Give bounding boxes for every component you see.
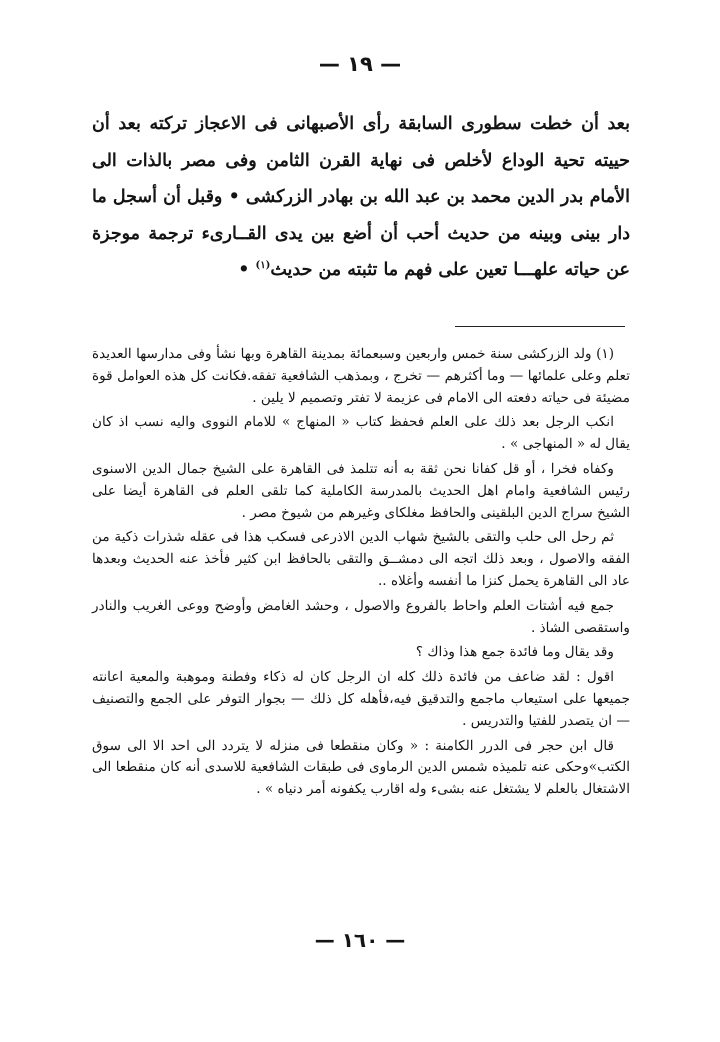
- footnote-paragraph-6: وقد يقال وما فائدة جمع هذا وذاك ؟: [415, 644, 614, 661]
- page-number-bottom: — ١٦٠ —: [314, 928, 406, 952]
- footnote-paragraph-1: (١) ولد الزركشى سنة خمس واربعين وسبعمائة بمدينة القاهرة وبها نشأ وفى مدارسها العديدة تعلم وعلى علمائها — وما أكثرهم — تخرج ، وبمذهب الشافعية تفقه.فكانت كل هذه العوامل قوة مضيئة فى حياته دفعته الى الامام فى عزيمة لا تفتر وتصميم لا يلين .: [92, 346, 630, 406]
- end-mark: •: [238, 260, 256, 280]
- footnote-paragraph-8: قال ابن حجر فى الدرر الكامنة : « وكان منقطعا فى منزله لا يتردد الى احد الا الى سوق الكتب»وحكى عنه تلميذه شمس الدين الرماوى فى طبقات الشافعية للاسدى أنه كان منقطعا الى الاشتغال بالعلم لا يشتغل عنه بشىء وله اقارب يكفونه أمر دنياه » .: [92, 737, 630, 798]
- main-text: بعد أن خطت سطورى السابقة رأى الأصبهانى فى الاعجاز تركته بعد أن حييته تحية الوداع لأخلص فى نهاية القرن الثامن وفى مصر بالذات الى الأمام بدر الدين محمد بن عبد الله بن بهادر الزركشى • وقبل أن أسجل ما دار بينى وبينه من حديث أحب أن أضع بين يدى القــارىء ترجمة موجزة عن حياته علهـــا تعين على فهم ما تثبته من حديث: [92, 114, 630, 280]
- footnote-paragraph-4: ثم رحل الى حلب والتقى بالشيخ شهاب الدين الاذرعى فسكب هذا فى عقله شذرات ذكية من الفقه والاصول ، وبعد ذلك اتجه الى دمشــق والتقى بالحافظ ابن كثير فأخذ عنه الحديث وبعدها عاد الى القاهرة يحمل كنزا ما أنفسه وأغلاه ..: [92, 529, 630, 589]
- footnote-paragraph-5: جمع فيه أشتات العلم واحاط بالفروع والاصول ، وحشد الغامض وأوضح ووعى الغريب والنادر واستقصى الشاذ .: [92, 597, 630, 636]
- page-number-top: — ١٩ —: [318, 52, 402, 76]
- footnote-divider: [455, 326, 625, 327]
- main-paragraph: [92, 106, 630, 289]
- footnote-paragraph-2: انكب الرجل بعد ذلك على العلم فحفظ كتاب « المنهاج » للامام النووى واليه نسب اذ كان يقال له « المنهاجى » .: [92, 414, 630, 453]
- footnote-paragraph-3: وكفاه فخرا ، أو قل كفانا نحن ثقة به أنه تتلمذ فى القاهرة على الشيخ جمال الدين الاسنوى رئيس الشافعية وامام اهل الحديث بالمدرسة الكاملية كما تلقى العلم فى القاهرة أيضا على الشيخ سراج الدين البلقينى والحافظ مغلكاى وغيرهم من شيوخ مصر .: [92, 460, 630, 521]
- footnote-paragraph-7: اقول : لقد ضاعف من فائدة ذلك كله ان الرجل كان له ذكاء وفطنة وموهبة والمعية اعانته جميعها على استيعاب ماجمع والتدقيق فيه،فأهله كل ذلك — بجوار التوفر على الجمع والتصنيف — ان يتصدر للفتيا والتدريس .: [92, 669, 630, 729]
- footnote-block: [92, 344, 630, 804]
- footnote-reference: (١): [255, 260, 271, 272]
- main-paragraph-text: [92, 106, 630, 289]
